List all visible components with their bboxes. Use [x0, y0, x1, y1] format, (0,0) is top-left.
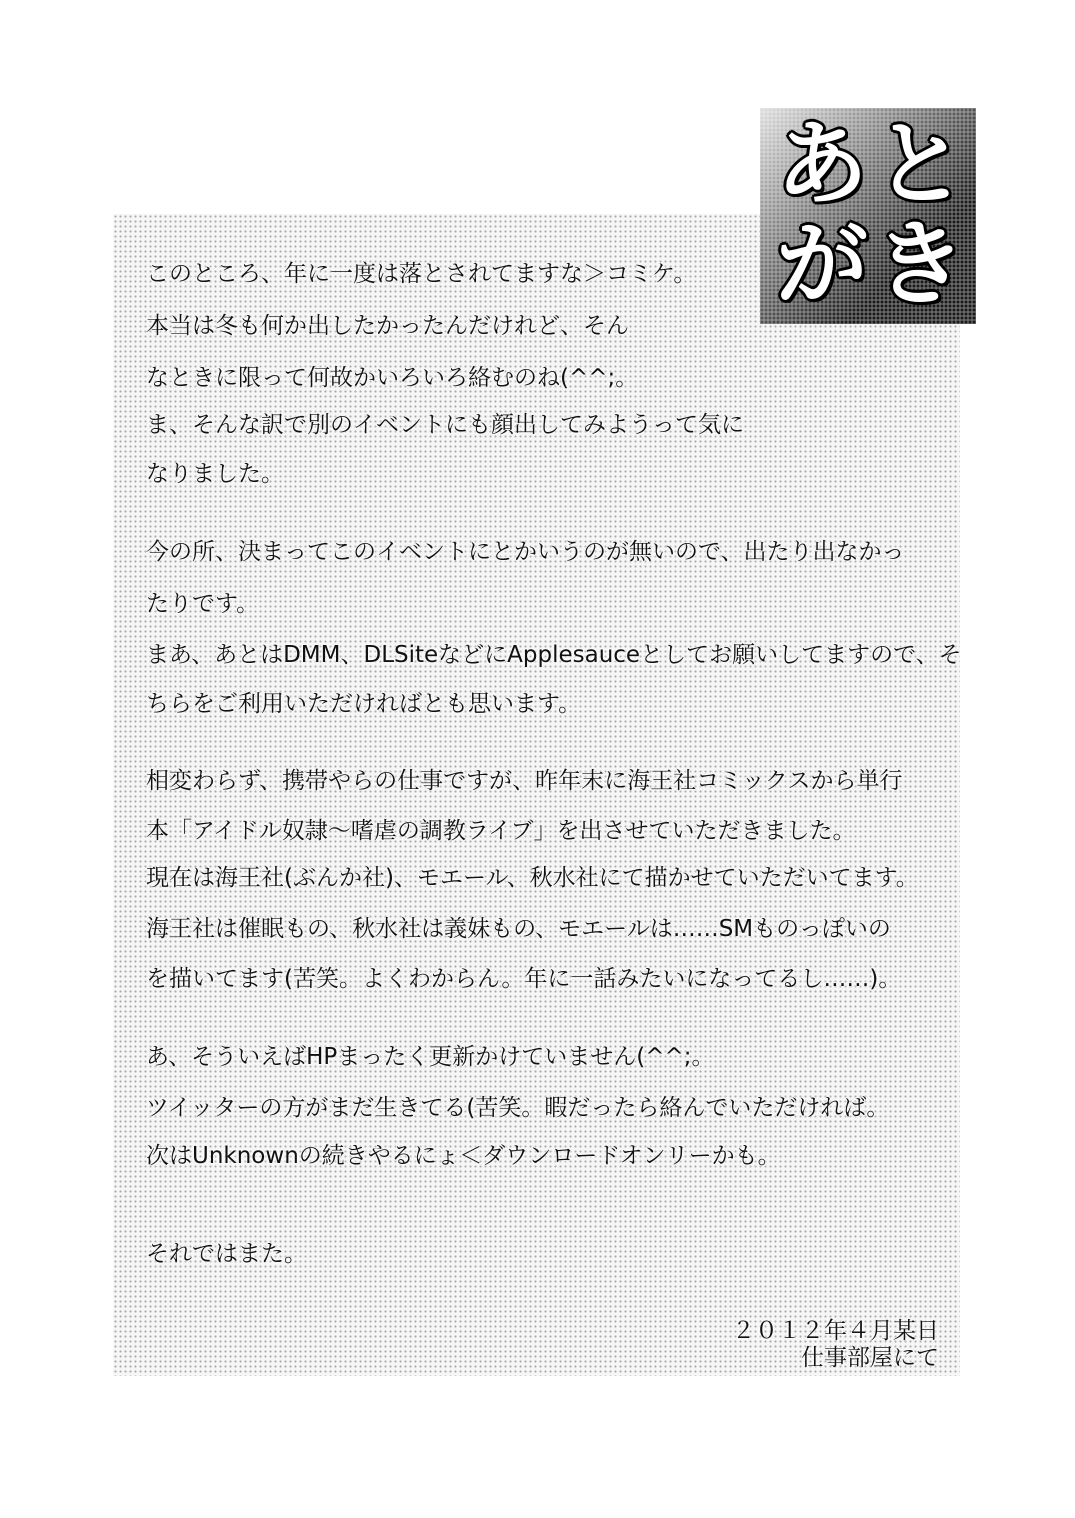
afterword-title-block — [760, 108, 976, 324]
title-char-to: と — [874, 110, 967, 218]
body-line: 本「アイドル奴隷～嗜虐の調教ライブ」を出させていただきました。 — [146, 818, 856, 844]
body-line: 海王社は催眠もの、秋水社は義妹もの、モエールは……SMものっぽいの — [146, 916, 891, 942]
title-char-ki: き — [874, 210, 967, 318]
closing-line: それではまた。 — [146, 1241, 307, 1267]
body-line: を描いてます(苦笑。よくわからん。年に一話みたいになってるし……)。 — [146, 966, 902, 992]
signature-date: ２０１２年４月某日 — [732, 1318, 939, 1344]
body-line: ツイッターの方がまだ生きてる(苦笑。暇だったら絡んでいただければ。 — [146, 1095, 890, 1121]
body-line: このところ、年に一度は落とされてますな＞コミケ。 — [146, 261, 697, 287]
body-line: 相変わらず、携帯やらの仕事ですが、昨年末に海王社コミックスから単行 — [146, 768, 903, 794]
title-char-ga: が — [776, 210, 869, 318]
body-line: なりました。 — [146, 461, 284, 487]
body-line: ちらをご利用いただければとも思います。 — [146, 691, 582, 717]
signature-place: 仕事部屋にて — [801, 1345, 939, 1371]
body-line: 今の所、決まってこのイベントにとかいうのが無いので、出たり出なかっ — [146, 539, 905, 565]
title-char-a: あ — [776, 110, 869, 218]
body-line: 次はUnknownの続きやるにょ＜ダウンロードオンリーかも。 — [146, 1143, 781, 1169]
body-line: まあ、あとはDMM、DLSiteなどにApplesauceとしてお願いしてますので、そ — [146, 642, 962, 668]
body-line: たりです。 — [146, 591, 260, 617]
body-line: 現在は海王社(ぶんか社)、モエール、秋水社にて描かせていただいてます。 — [146, 865, 919, 891]
body-line: なときに限って何故かいろいろ絡むのね(^^;。 — [146, 365, 639, 391]
body-line: 本当は冬も何か出したかったんだけれど、そん — [146, 313, 629, 339]
body-line: ま、そんな訳で別のイベントにも顔出してみようって気に — [146, 412, 744, 438]
body-line: あ、そういえばHPまったく更新かけていません(^^;。 — [146, 1044, 715, 1070]
